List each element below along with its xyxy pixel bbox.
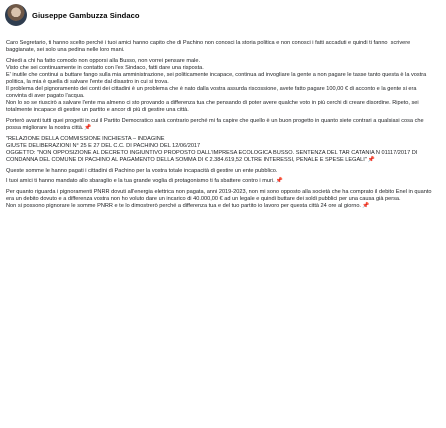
author-avatar[interactable] [5,4,27,26]
paragraph-9: Queste somme le hanno pagati i cittadini di Pachino per la vostra totale incapacità di gestire un ente pubblico. [6,167,278,174]
paragraph-8-text: "RELAZIONE DELLA COMMISSIONE INCHIESTA – INDAGINE GIUSTE DELIBERAZIONI N° 25 E 27 DEL C.C. DI PACHINO DEL 12/06/2017 OGGETTO: "NON OPPOSIZIONE AL DECRETO INGIUNTIVO PROPOSTO DALL'IMPRESA ECOLOGICA BUSSO. SENTENZA DEL TAR CATANIA N 01117/2017 DI CONDANNA DEL COMUNE DI PACHINO AL PAGAMENTO DELLA SOMMA DI € 2.384.619,52 OLTRE INTERESSI, PENALE E SPESE LEGALI" [6,135,418,163]
paragraph-7 [6,118,436,132]
post-header [5,2,140,28]
paragraph-4: E' inutile che continui a buttare fango sulla mia amministrazione, sei politicamente incapace, continua ad invogliare la gente a non pagare le tasse tanto questa è la vostra politica, la mia è quella di salvare l'ente dal disastro in cui si trova. [6,71,428,85]
paragraph-3: Visto che sei continuamente in contatto con l'ex Sindaco, fatti dare una risposta. [6,64,204,71]
paragraph-10-text: I tuoi amici ti hanno mandato allo sbaraglio e la tua grande voglia di protagonismo ti fa sbattere contro i muri. [6,178,275,185]
pushpin-icon: 📌 [84,125,92,132]
paragraph-12 [6,203,436,210]
paragraph-12-text: Non si possono pignorare le somme PNRR e te lo dimostrerò perché a differenza tua e del tuo partito io lavoro per questa città 24 ore al giorno. [6,202,361,209]
author-name[interactable]: Giuseppe Gambuzza Sindaco [32,10,140,20]
post-body [6,40,436,210]
paragraph-5: Il problema del pignoramento dei conti dei cittadini è un problema che è nato dalla vostra assurda riscossione, avete fatto pagare 100,00 € di acconto e la gente si era convinta di aver pagato l'acqua. [6,86,419,100]
pushpin-icon: 📌 [362,202,370,209]
paragraph-1: Caro Segretario, ti hanno scelto perché i tuoi amici hanno capito che di Pachino non conosci la storia politica e non conosci i fatti accaduti e quindi ti fanno scrivere baggianate, sei solo una pedina nelle loro mani. [6,40,412,54]
paragraph-2: Chiedi a chi ha fatto comodo non opporsi alla Busso, non vorrei pensare male. [6,57,201,64]
paragraph-6: Non lo so se riuscirò a salvare l'ente ma almeno ci sto provando a differenza tua che pensando di poter avere qualche voto in più cerchi di creare disordine. Ripeto, sei totalmente incapace di gestire un partito e ancor di più di gestire una città. [6,100,421,114]
paragraph-10 [6,178,436,185]
paragraph-7-text: Porterò avanti tutti quei progetti in cui il Partito Democratico sarà contrario perché mi fa capire che quello è un buon progetto in quanto siete contrari a qualsiasi cosa che possa migliorare la nostra città. [6,117,426,132]
paragraph-11: Per quanto riguarda i pignoramenti PNRR dovuti all'energia elettrica non pagata, anni 2019-2023, non mi sono opposto alla società che ha comprato il debito Enel in quanto era un debito dovuto e a differenza vostra non ho voluto dare un incarico di 40.000,00 € ad un legale e quindi buttare dei soldi pubblici per una causa già persa. [6,188,434,202]
pushpin-icon: 📌 [367,156,376,163]
pushpin-icon: 📌 [275,178,283,185]
paragraph-8 [6,136,436,164]
